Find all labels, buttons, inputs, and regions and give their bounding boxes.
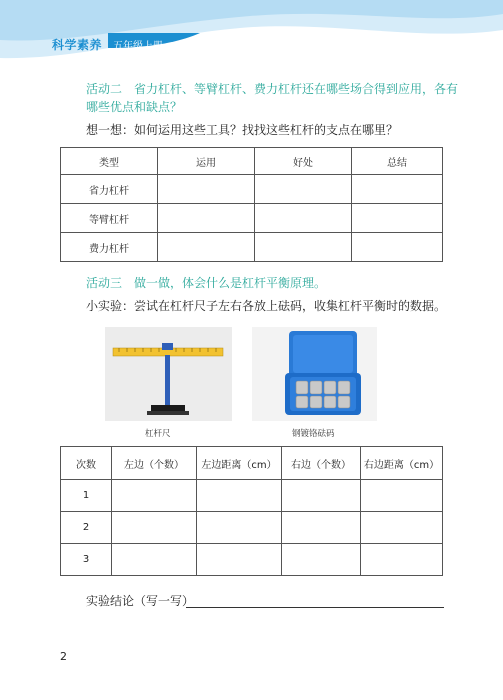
table-cell[interactable] [352, 233, 443, 262]
lever-ruler-illustration [105, 327, 232, 421]
table1-header-row [61, 148, 443, 175]
table-cell[interactable] [282, 544, 361, 576]
trial-number: 3 [61, 544, 112, 576]
table-cell[interactable] [158, 233, 255, 262]
table-cell[interactable] [112, 512, 197, 544]
table2-header-row [61, 447, 443, 480]
trial-number: 1 [61, 480, 112, 512]
table-cell[interactable] [352, 175, 443, 204]
table-cell[interactable] [197, 544, 282, 576]
table-cell[interactable] [361, 480, 443, 512]
grade-label: 五年级上册 [113, 41, 163, 52]
table1-header: 好处 [255, 148, 352, 175]
experiment-data-table [60, 446, 443, 576]
table1-header: 运用 [158, 148, 255, 175]
photo2-caption: 钢镀铬砝码 [292, 429, 335, 439]
table-row [61, 204, 443, 233]
table2-header: 次数 [61, 447, 112, 480]
table-row [61, 512, 443, 544]
conclusion-label: 实验结论（写一写） [86, 594, 195, 608]
table-row [61, 544, 443, 576]
table-row [61, 233, 443, 262]
table1-header: 总结 [352, 148, 443, 175]
trial-number: 2 [61, 512, 112, 544]
table-row [61, 175, 443, 204]
table-cell[interactable] [361, 512, 443, 544]
activity3-prompt: 小实验：尝试在杠杆尺子左右各放上砝码，收集杠杆平衡时的数据。 [86, 299, 447, 313]
table-cell[interactable] [197, 480, 282, 512]
page-number: 2 [60, 650, 67, 663]
activity3-title: 活动三 做一做，体会什么是杠杆平衡原理。 [86, 276, 327, 290]
table-cell[interactable] [255, 233, 352, 262]
table2-header: 右边距离（cm） [361, 447, 443, 480]
conclusion-answer-line[interactable] [186, 607, 444, 608]
lever-type-table [60, 147, 443, 262]
lever-ruler-photo [105, 327, 232, 421]
table-cell[interactable] [112, 544, 197, 576]
page-header [0, 0, 503, 80]
table1-row-label: 等臂杠杆 [61, 204, 158, 233]
table-cell[interactable] [352, 204, 443, 233]
brand-title: 科学素养 [52, 38, 103, 52]
table-cell[interactable] [197, 512, 282, 544]
table-cell[interactable] [282, 512, 361, 544]
table1-header: 类型 [61, 148, 158, 175]
weights-box-illustration [252, 327, 377, 421]
table2-header: 左边距离（cm） [197, 447, 282, 480]
table-cell[interactable] [255, 175, 352, 204]
weights-box-photo [252, 327, 377, 421]
activity2-prompt: 想一想：如何运用这些工具？找找这些杠杆的支点在哪里？ [86, 123, 399, 137]
activity2-title: 活动二 省力杠杆、等臂杠杆、费力杠杆还在哪些场合得到应用，各有哪些优点和缺点？ [86, 82, 459, 114]
table-cell[interactable] [282, 480, 361, 512]
table-cell[interactable] [112, 480, 197, 512]
table1-row-label: 省力杠杆 [61, 175, 158, 204]
table-cell[interactable] [361, 544, 443, 576]
table-cell[interactable] [158, 204, 255, 233]
table2-header: 右边（个数） [282, 447, 361, 480]
table2-header: 左边（个数） [112, 447, 197, 480]
table1-row-label: 费力杠杆 [61, 233, 158, 262]
table-cell[interactable] [255, 204, 352, 233]
table-row [61, 480, 443, 512]
photo1-caption: 杠杆尺 [145, 429, 171, 439]
table-cell[interactable] [158, 175, 255, 204]
